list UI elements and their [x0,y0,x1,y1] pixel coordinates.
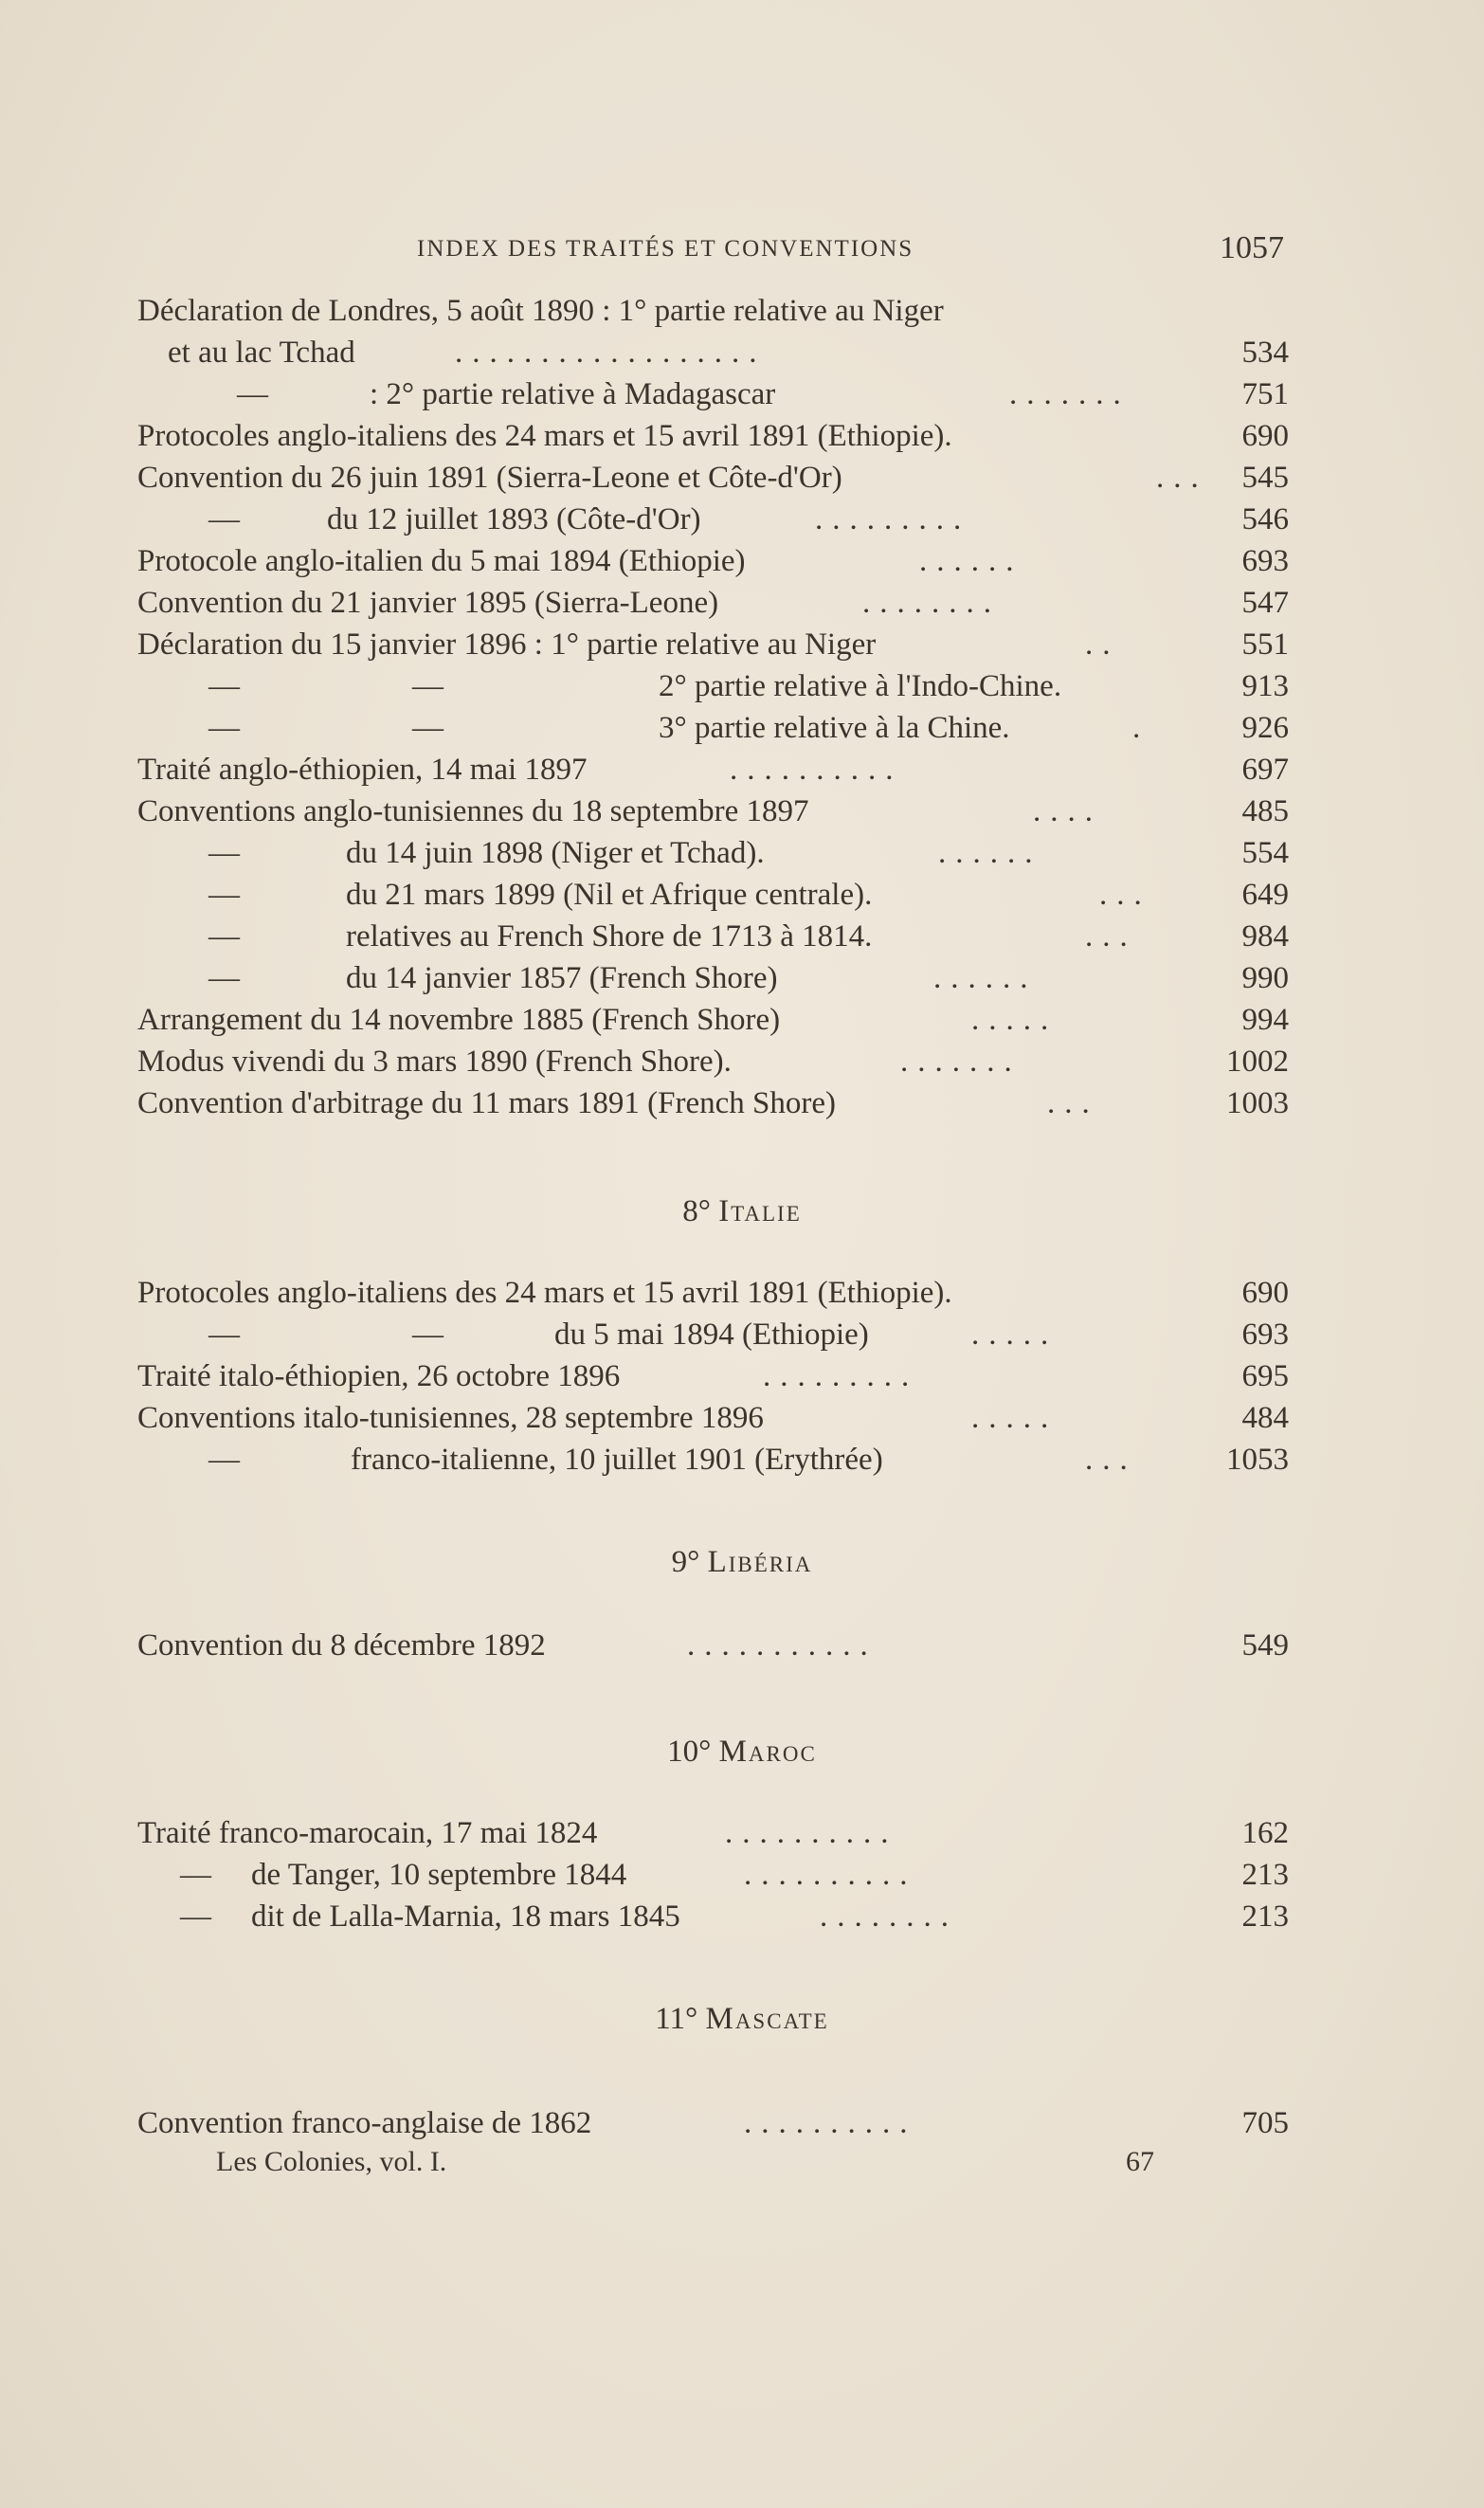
leader-dots: ... [1085,919,1137,954]
entry-text: Protocole anglo-italien du 5 mai 1894 (Ethiopie) [137,544,746,578]
leader-dots: ... [1156,461,1208,495]
entry-page: 545 [1241,461,1289,495]
leader-dots: ... [1085,1443,1137,1477]
entry-text: 2° partie relative à l'Indo-Chine. [659,669,1062,703]
leader-dots: .......... [725,1816,898,1850]
entry-page: 213 [1241,1858,1289,1892]
leader-dots: ... [1099,878,1151,912]
entry-page: 1003 [1226,1086,1289,1120]
entry-page: 549 [1241,1628,1289,1663]
leader-dots: ..... [971,1003,1059,1037]
entry-page: 213 [1241,1899,1289,1934]
entries-group-1 [137,290,1289,1124]
entry-text: Arrangement du 14 novembre 1885 (French Shore) [137,1003,781,1037]
ditto-dash: — [208,502,240,536]
leader-dots: .......... [744,2106,917,2140]
index-entry [137,415,1289,457]
index-entry [137,499,1289,540]
section-heading-mascate [0,2002,1484,2037]
ditto-dash: — [208,711,240,745]
entry-page: 162 [1241,1816,1289,1850]
entry-text: de Tanger, 10 septembre 1844 [251,1858,627,1892]
ditto-dash: — [208,961,240,995]
leader-dots: . [1132,711,1150,745]
section-name: Mascate [705,2002,829,2036]
index-entry [137,1397,1289,1439]
index-entry [137,624,1289,665]
entry-text: Convention du 8 décembre 1892 [137,1628,546,1663]
entry-page: 554 [1241,836,1289,870]
leader-dots: ....... [1009,377,1131,411]
entry-page: 705 [1241,2106,1289,2140]
entry-text: Protocoles anglo-italiens des 24 mars et 15 avril 1891 (Ethiopie). [137,1276,952,1310]
entry-page: 994 [1241,1003,1289,1037]
entry-text: Déclaration du 15 janvier 1896 : 1° partie relative au Niger [137,627,877,662]
index-entry [137,1041,1289,1082]
entry-page: 485 [1241,794,1289,828]
index-entry [137,665,1289,707]
entry-text: du 5 mai 1894 (Ethiopie) [554,1318,869,1352]
entry-page: 690 [1241,1276,1289,1310]
index-entry [137,957,1289,999]
leader-dots: ........ [862,586,1001,620]
entry-page: 690 [1241,419,1289,453]
ditto-dash: — [208,878,240,912]
leader-dots: ...... [933,961,1038,995]
entries-maroc [137,1812,1289,1937]
entry-page: 1053 [1226,1443,1289,1477]
index-entry [137,540,1289,582]
ditto-dash: — [208,919,240,954]
section-number: 11° [655,2002,698,2036]
ditto-dash: — [412,711,443,745]
ditto-dash: — [208,1318,240,1352]
entry-page: 546 [1241,502,1289,536]
entry-page: 695 [1241,1359,1289,1393]
entry-page: 1002 [1226,1045,1289,1079]
index-entry [137,916,1289,957]
leader-dots: ..... [971,1401,1059,1435]
index-entry [137,1082,1289,1124]
leader-dots: ........ [820,1899,958,1934]
ditto-dash: — [180,1899,211,1934]
ditto-dash: — [180,1858,211,1892]
page-footer [216,2146,1154,2188]
index-entry [137,707,1289,749]
leader-dots: ...... [938,836,1042,870]
entry-page: 697 [1241,753,1289,787]
entry-page: 751 [1241,377,1289,411]
entry-text: Traité franco-marocain, 17 mai 1824 [137,1816,598,1850]
entry-page: 693 [1241,1318,1289,1352]
leader-dots: .. [1085,627,1120,662]
entry-page: 984 [1241,919,1289,954]
entry-page: 990 [1241,961,1289,995]
leader-dots: ..... [971,1318,1059,1352]
entry-text: 3° partie relative à la Chine. [659,711,1010,745]
leader-dots: .................. [455,336,767,370]
entry-page: 913 [1241,669,1289,703]
index-entry [137,2102,1289,2144]
index-entry [137,373,1289,415]
entries-liberia [137,1625,1289,1666]
entry-text: du 21 mars 1899 (Nil et Afrique centrale). [346,878,873,912]
leader-dots: ......... [815,502,971,536]
index-entry [137,749,1289,791]
entry-page: 547 [1241,586,1289,620]
entry-text: Conventions anglo-tunisiennes du 18 septembre 1897 [137,794,809,828]
entry-text: franco-italienne, 10 juillet 1901 (Erythrée) [351,1443,883,1477]
entries-mascate [137,2102,1289,2144]
entry-text: relatives au French Shore de 1713 à 1814. [346,919,873,954]
ditto-dash: — [412,669,443,703]
index-entry [137,999,1289,1041]
entry-page: 551 [1241,627,1289,662]
leader-dots: ......... [763,1359,919,1393]
header-title: INDEX DES TRAITÉS ET CONVENTIONS [417,236,914,262]
entry-text: du 12 juillet 1893 (Côte-d'Or) [327,502,701,536]
entry-text: Convention franco-anglaise de 1862 [137,2106,592,2140]
index-entry [137,1625,1289,1666]
index-entry [137,457,1289,499]
entry-page: 484 [1241,1401,1289,1435]
index-entry [137,1854,1289,1896]
entry-page: 649 [1241,878,1289,912]
entry-text: Protocoles anglo-italiens des 24 mars et 15 avril 1891 (Ethiopie). [137,419,952,453]
entry-page: 926 [1241,711,1289,745]
leader-dots: .......... [744,1858,917,1892]
section-heading-italie [0,1194,1484,1229]
footer-volume: Les Colonies, vol. I. [216,2146,447,2177]
section-heading-maroc [0,1735,1484,1770]
index-entry [137,1812,1289,1854]
index-entry [137,1272,1289,1314]
entry-text: Convention d'arbitrage du 11 mars 1891 (French Shore) [137,1086,836,1120]
leader-dots: .......... [730,753,903,787]
ditto-dash: — [208,1443,240,1477]
leader-dots: ........... [687,1628,878,1663]
entry-page: 534 [1241,336,1289,370]
leader-dots: ....... [900,1045,1022,1079]
leader-dots: .... [1033,794,1102,828]
index-entry [137,582,1289,624]
index-entry [137,874,1289,916]
entry-text: Modus vivendi du 3 mars 1890 (French Shore). [137,1045,732,1079]
index-entry [137,1355,1289,1397]
index-entry [137,1439,1289,1481]
leader-dots: ... [1047,1086,1099,1120]
entry-text: dit de Lalla-Marnia, 18 mars 1845 [251,1899,680,1934]
section-name: Italie [718,1194,802,1228]
section-heading-liberia [0,1545,1484,1580]
entry-text: Traité anglo-éthiopien, 14 mai 1897 [137,753,588,787]
ditto-dash: — [208,669,240,703]
entry-text: : 2° partie relative à Madagascar [370,377,776,411]
index-entry [137,1314,1289,1355]
leader-dots: ...... [919,544,1023,578]
entry-text: et au lac Tchad [168,336,355,370]
section-name: Libéria [707,1545,813,1579]
entry-text: du 14 juin 1898 (Niger et Tchad). [346,836,765,870]
section-number: 8° [682,1194,711,1228]
entry-text: Conventions italo-tunisiennes, 28 septembre 1896 [137,1401,764,1435]
entry-text: Traité italo-éthiopien, 26 octobre 1896 [137,1359,621,1393]
ditto-dash: — [208,836,240,870]
entry-text: du 14 janvier 1857 (French Shore) [346,961,778,995]
index-entry [137,832,1289,874]
footer-signature: 67 [1126,2146,1154,2177]
ditto-dash: — [412,1318,443,1352]
entry-text: Déclaration de Londres, 5 août 1890 : 1° partie relative au Niger [137,294,944,328]
section-name: Maroc [718,1735,817,1769]
entry-page: 693 [1241,544,1289,578]
index-entry [137,332,1289,373]
entry-text: Convention du 21 janvier 1895 (Sierra-Leone) [137,586,719,620]
header-page-number: 1057 [1220,230,1284,265]
index-entry [137,290,1289,332]
entries-italie [137,1272,1289,1481]
ditto-dash: — [237,377,268,411]
index-entry [137,791,1289,832]
entry-text: Convention du 26 juin 1891 (Sierra-Leone et Côte-d'Or) [137,461,842,495]
running-header [137,230,1284,268]
section-number: 9° [671,1545,700,1579]
section-number: 10° [667,1735,712,1769]
index-entry [137,1896,1289,1937]
